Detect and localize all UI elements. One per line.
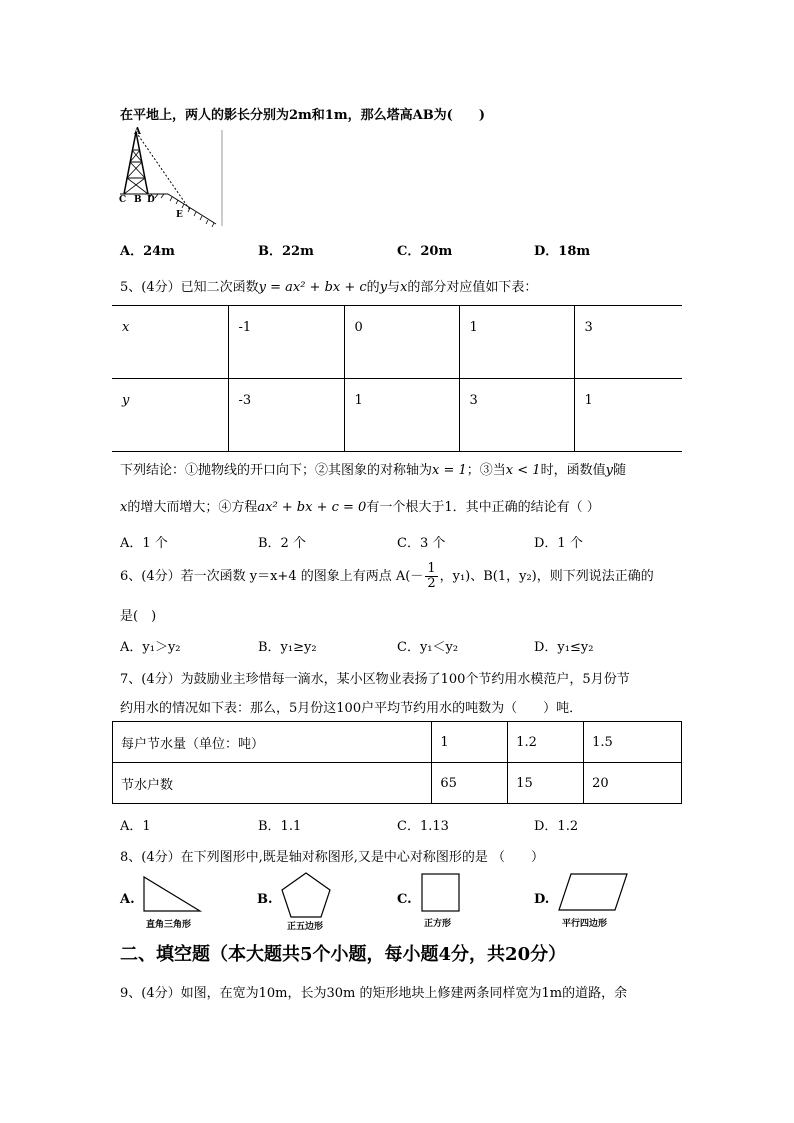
q5-conclusion-text: 时，函数值 [540, 463, 606, 478]
shape-label-pentagon: 正五边形 [287, 922, 324, 932]
q7-stem-line2: 约用水的情况如下表：那么，5月份这100户平均节约用水的吨数为（ ）吨． [120, 701, 583, 716]
q5-option-d: D．1 个 [534, 536, 583, 551]
table-cell: 3 [574, 306, 682, 379]
q4-option-d: D．18m [534, 244, 591, 259]
table-header-x: x [112, 306, 228, 379]
figure-label-e: E [176, 210, 183, 220]
figure-label-c: C [119, 195, 127, 205]
q7-stem-line1: 7、(4分）为鼓励业主珍惜每一滴水，某小区物业表扬了100个节约用水模范户，5月份节 [120, 672, 630, 687]
figure-label-d: D [147, 195, 155, 205]
fraction [425, 562, 437, 591]
q5-stem-y: y [379, 280, 388, 295]
q5-conclusion-text: 随 [612, 463, 626, 478]
q5-conclusion-text: 有一个根大于1．其中正确的结论有（ ） [366, 500, 600, 515]
table-cell: -3 [228, 379, 344, 452]
right-triangle-shape [140, 873, 204, 915]
table-cell: 1 [459, 306, 574, 379]
table-row [113, 763, 682, 804]
q6-stem-line2: 是( ) [120, 609, 157, 624]
table-cell: 1 [574, 379, 682, 452]
q5-stem-prefix: 5、(4分）已知二次函数 [120, 280, 259, 295]
q8-option-a: A. [120, 892, 135, 907]
q5-conclusion-formula: x [120, 500, 128, 515]
table-cell: 20 [584, 763, 682, 804]
q5-conclusion-text: 下列结论：①抛物线的开口向下；②其图象的对称轴为 [120, 463, 433, 478]
q8-option-b: B. [257, 892, 273, 907]
q6-stem [120, 562, 654, 591]
q5-conclusion-formula: x = 1 [432, 463, 467, 478]
tower-shadow-figure [116, 126, 226, 232]
q5-option-b: B．2 个 [258, 536, 306, 551]
shape-label-right-triangle: 直角三角形 [146, 920, 192, 930]
q5-stem-mid: 的 [366, 280, 380, 295]
q4-option-a: A．24m [120, 244, 175, 259]
q7-option-a: A．1 [120, 819, 151, 834]
q7-option-b: B．1.1 [258, 819, 302, 834]
q6-option-a: A．y₁＞y₂ [120, 640, 181, 655]
table-row-label: 每户节水量（单位：吨） [113, 722, 432, 763]
q5-conclusion-formula: y [605, 463, 613, 478]
q5-conclusion-formula: x < 1 [505, 463, 541, 478]
q6-stem-text: ，y₁)、B(1，y₂)，则下列说法正确的 [439, 569, 654, 584]
table-cell: 1.2 [508, 722, 584, 763]
q4-option-b: B．22m [258, 244, 314, 259]
parallelogram-shape [557, 872, 629, 914]
table-row [112, 306, 682, 379]
q9-stem: 9、(4分）如图，在宽为10m，长为30m 的矩形地块上修建两条同样宽为1m的道路，余 [120, 986, 628, 1001]
q5-stem [120, 276, 537, 295]
q5-stem-formula: y = ax² + bx + c [258, 280, 367, 295]
figure-label-b: B [134, 195, 142, 205]
pentagon-shape [278, 870, 334, 920]
q5-stem-suffix: 的部分对应值如下表： [407, 280, 538, 295]
q8-stem: 8、(4分）在下列图形中,既是轴对称图形,又是中心对称图形的是 （ ） [120, 850, 545, 865]
q7-option-d: D．1.2 [534, 819, 579, 834]
tower-right-leg [136, 132, 148, 194]
table-cell: -1 [228, 306, 344, 379]
q6-option-b: B．y₁≥y₂ [258, 640, 317, 655]
table-row-label: 节水户数 [113, 763, 432, 804]
table-cell: 65 [432, 763, 508, 804]
section-heading: 二、填空题（本大题共5个小题，每小题4分，共20分） [120, 944, 567, 965]
shape-label-parallelogram: 平行四边形 [562, 919, 608, 929]
table-cell: 3 [459, 379, 574, 452]
q5-option-c: C．3 个 [397, 536, 446, 551]
figure-label-a: A [134, 127, 141, 137]
table-cell: 1 [344, 379, 459, 452]
q5-value-table [112, 305, 682, 452]
table-row [112, 379, 682, 452]
q4-stem: 在平地上，两人的影长分别为2m和1m，那么塔高AB为( ) [120, 108, 485, 123]
table-cell: 1.5 [584, 722, 682, 763]
shape-label-square: 正方形 [424, 919, 452, 929]
q8-option-c: C. [397, 892, 412, 907]
q5-option-a: A．1 个 [120, 536, 168, 551]
table-header-y: y [112, 379, 228, 452]
q5-conclusion-text: ；③当 [466, 463, 506, 478]
q6-option-d: D．y₁≤y₂ [534, 640, 594, 655]
q5-conclusion-formula: ax² + bx + c = 0 [257, 500, 367, 515]
table-cell: 1 [432, 722, 508, 763]
q7-water-table [112, 721, 682, 804]
q5-conclusion-line2 [120, 496, 600, 515]
table-row [113, 722, 682, 763]
q5-stem-x: x [400, 280, 408, 295]
tower-left-leg [124, 132, 136, 194]
square-shape [420, 872, 462, 914]
q6-option-c: C．y₁＜y₂ [397, 640, 459, 655]
q8-option-d: D. [534, 892, 550, 907]
q5-conclusion-text: 的增大而增大；④方程 [127, 500, 258, 515]
fraction-numerator: 1 [427, 561, 436, 576]
table-cell: 0 [344, 306, 459, 379]
q4-option-c: C．20m [397, 244, 453, 259]
fraction-denominator: 2 [427, 576, 436, 591]
table-cell: 15 [508, 763, 584, 804]
q6-stem-text: 6、(4分）若一次函数 y＝x+4 的图象上有两点 A(－ [120, 569, 424, 584]
q7-option-c: C．1.13 [397, 819, 449, 834]
q5-stem-and: 与 [387, 280, 401, 295]
q5-conclusion-line1 [120, 459, 626, 478]
